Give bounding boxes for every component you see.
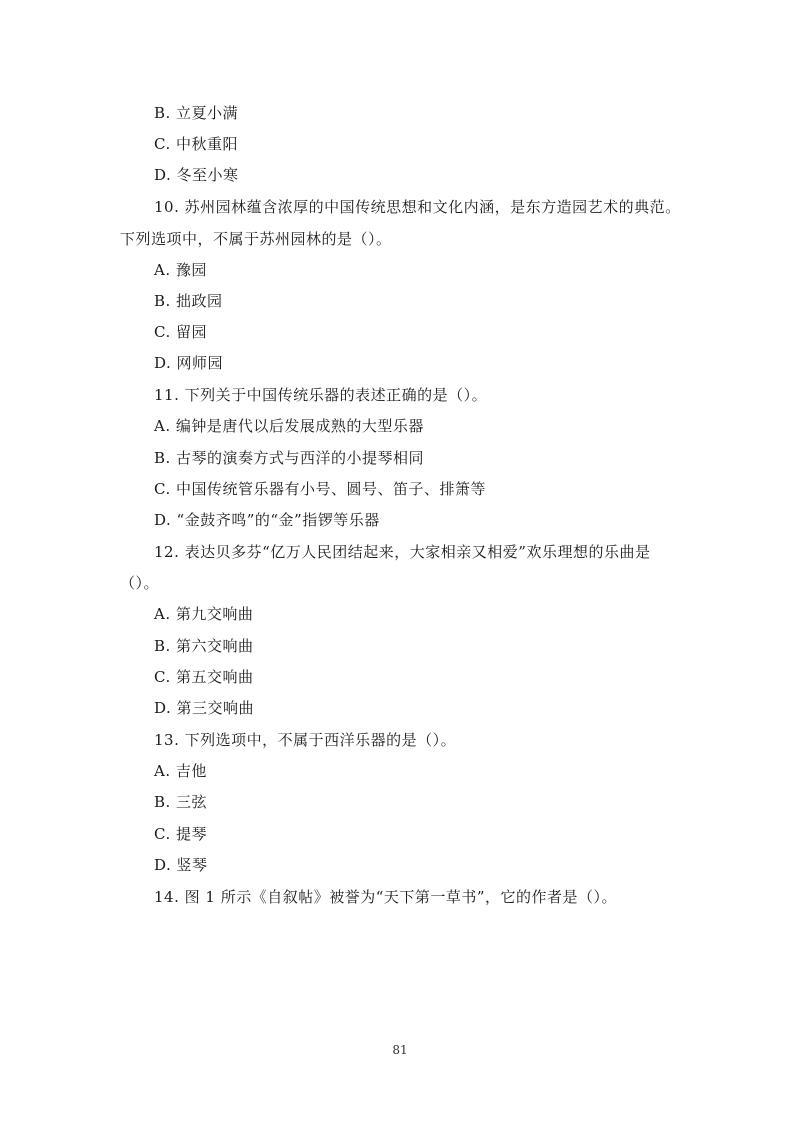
q13-option-d: D. 竖琴 [154,856,208,874]
q11-stem: 11. 下列关于中国传统乐器的表述正确的是（）。 [154,386,488,404]
q11-option-b: B. 古琴的演奏方式与西洋的小提琴相同 [154,449,425,467]
q9-option-c: C. 中秋重阳 [154,135,238,153]
q12-option-d: D. 第三交响曲 [154,699,255,717]
page-number: 81 [392,1043,408,1057]
q11-option-c: C. 中国传统管乐器有小号、圆号、笛子、排箫等 [154,480,486,498]
q9-option-d: D. 冬至小寒 [154,166,239,184]
q10-stem-line2: 下列选项中，不属于苏州园林的是（）。 [120,230,392,248]
q10-option-b: B. 拙政园 [154,292,223,310]
q10-stem-line1: 10. 苏州园林蕴含浓厚的中国传统思想和文化内涵，是东方造园艺术的典范。 [154,198,681,216]
q13-option-b: B. 三弦 [154,793,208,811]
q11-option-a: A. 编钟是唐代以后发展成熟的大型乐器 [154,417,424,435]
q12-option-c: C. 第五交响曲 [154,668,254,686]
q12-option-b: B. 第六交响曲 [154,637,254,655]
q10-option-a: A. 豫园 [154,261,207,279]
q13-stem: 13. 下列选项中，不属于西洋乐器的是（）。 [154,731,457,749]
q10-option-d: D. 网师园 [154,354,224,372]
q14-stem: 14. 图 1 所示《自叙帖》被誉为“天下第一草书”，它的作者是（）。 [154,888,618,906]
q12-stem-line2: （）。 [120,574,160,592]
q12-option-a: A. 第九交响曲 [154,605,254,623]
q13-option-c: C. 提琴 [154,825,207,843]
q13-option-a: A. 吉他 [154,762,207,780]
q9-option-b: B. 立夏小满 [154,104,239,122]
q10-option-c: C. 留园 [154,323,207,341]
q11-option-d: D. “金鼓齐鸣”的“金”指锣等乐器 [154,511,380,529]
q12-stem-line1: 12. 表达贝多芬“亿万人民团结起来，大家相亲又相爱”欢乐理想的乐曲是 [154,543,651,561]
